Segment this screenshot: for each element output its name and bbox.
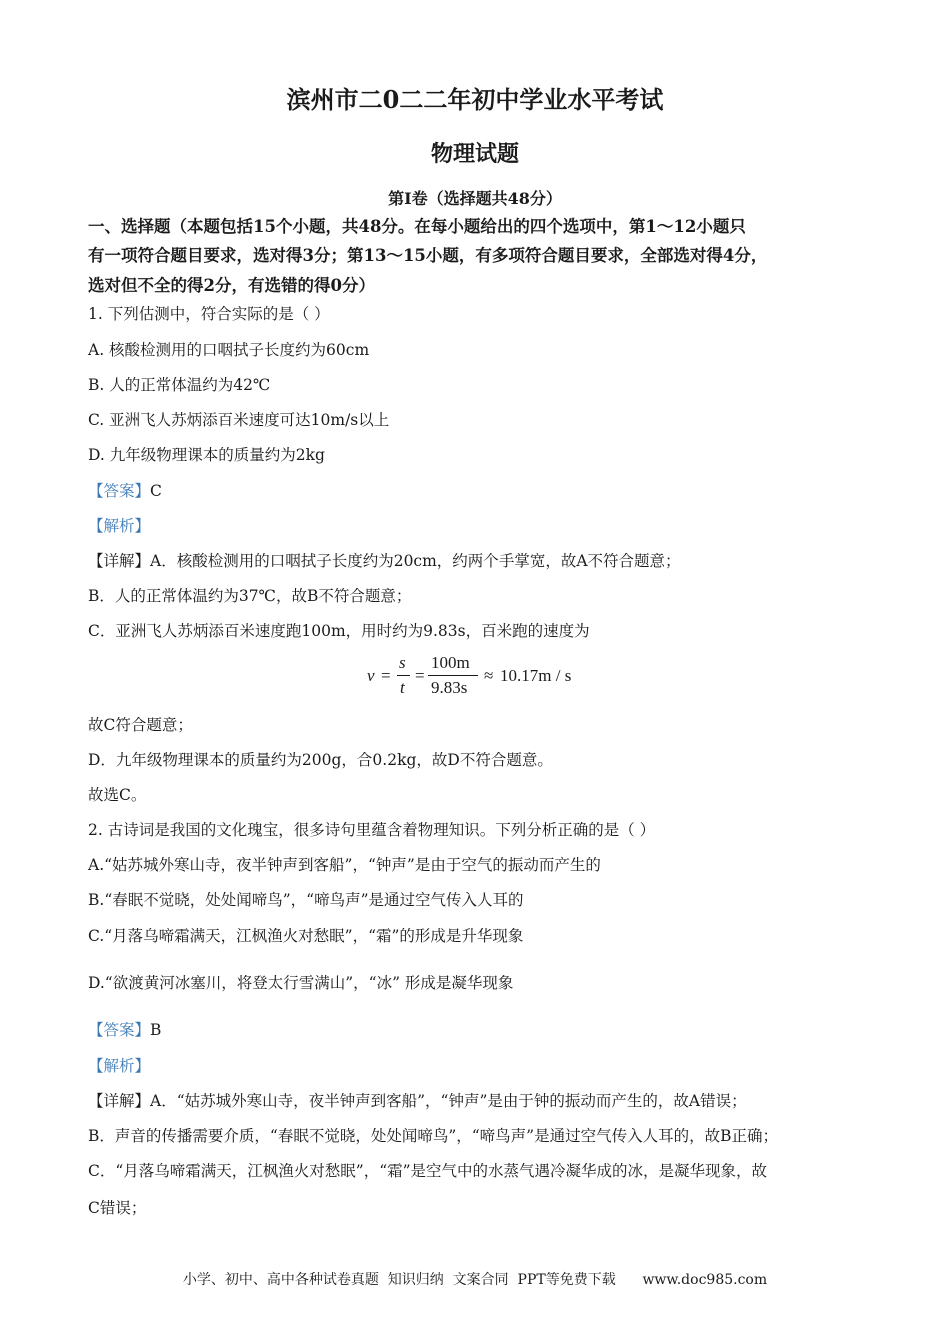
fraction-bar-values xyxy=(428,675,478,676)
q1-conclusion: 故选C。 xyxy=(88,786,147,804)
q1-detail-b: B．人的正常体温约为37℃，故B不符合题意； xyxy=(88,587,412,605)
q1-option-c: C. 亚洲飞人苏炳添百米速度可达10m/s以上 xyxy=(88,411,390,429)
detail-text: A．核酸检测用的口咽拭子长度约为20cm，约两个手掌宽，故A不符合题意； xyxy=(150,552,681,570)
formula-result: 10.17m / s xyxy=(500,666,572,685)
answer-value: C xyxy=(150,482,162,500)
formula-t: t xyxy=(400,678,405,697)
q2-option-a: A.“姑苏城外寒山寺，夜半钟声到客船”，“钟声”是由于空气的振动而产生的 xyxy=(88,856,601,874)
speed-formula xyxy=(365,650,595,704)
q2-option-b: B.“春眠不觉晓，处处闻啼鸟”，“啼鸟声”是通过空气传入人耳的 xyxy=(88,891,524,909)
q2-detail-c-line-2: C错误； xyxy=(88,1199,147,1217)
q1-detail-a xyxy=(88,551,681,571)
q2-detail-b: B．声音的传播需要介质，“春眠不觉晓，处处闻啼鸟”，“啼鸟声”是通过空气传入人耳的，故B正确； xyxy=(88,1127,778,1145)
detail-text: A．“姑苏城外寒山寺，夜半钟声到客船”，“钟声”是由于钟的振动而产生的，故A错误； xyxy=(150,1092,747,1110)
formula-approx: ≈ xyxy=(484,666,494,685)
answer-value: B xyxy=(150,1021,162,1039)
q2-option-c: C.“月落乌啼霜满天，江枫渔火对愁眠”，“霜”的形成是升华现象 xyxy=(88,927,524,945)
q1-option-b: B. 人的正常体温约为42℃ xyxy=(88,376,271,394)
answer-tag: 【答案】 xyxy=(88,1021,151,1039)
q1-detail-d: D．九年级物理课本的质量约为200g，合0.2kg，故D不符合题意。 xyxy=(88,751,553,769)
q2-option-d: D.“欲渡黄河冰塞川，将登太行雪满山”，“冰” 形成是凝华现象 xyxy=(88,974,514,992)
section-instructions-line-2: 有一项符合题目要求，选对得3分；第13～15小题，有多项符合题目要求，全部选对得4分， xyxy=(88,246,768,265)
q2-stem: 2. 古诗词是我国的文化瑰宝，很多诗句里蕴含着物理知识。下列分析正确的是（ ） xyxy=(88,821,656,839)
q2-detail-a xyxy=(88,1091,747,1111)
q1-answer xyxy=(88,481,162,501)
page-footer: 小学、初中、高中各种试卷真题 知识归纳 文案合同 PPT等免费下载 www.doc985.com xyxy=(182,1272,768,1288)
fraction-bar-st xyxy=(397,675,410,676)
q2-answer xyxy=(88,1020,161,1040)
q2-detail-c-line-1: C．“月落乌啼霜满天，江枫渔火对愁眠”，“霜”是空气中的水蒸气遇冷凝华成的冰，是凝华现象，故 xyxy=(88,1162,768,1180)
formula-s: s xyxy=(399,653,406,672)
detail-tag: 【详解】 xyxy=(88,552,151,570)
formula-denominator: 9.83s xyxy=(431,678,468,697)
q1-option-d: D. 九年级物理课本的质量约为2kg xyxy=(88,446,325,464)
part-title: 第Ⅰ卷（选择题共48分） xyxy=(388,189,562,208)
q1-detail-c: C．亚洲飞人苏炳添百米速度跑100m，用时约为9.83s，百米跑的速度为 xyxy=(88,622,590,640)
answer-tag: 【答案】 xyxy=(88,482,151,500)
exam-title: 滨州市二0二二年初中学业水平考试 xyxy=(286,85,664,114)
formula-v: v xyxy=(367,666,375,685)
q1-stem: 1. 下列估测中，符合实际的是（ ） xyxy=(88,305,330,323)
formula-equals-2: = xyxy=(415,666,425,685)
formula-equals-1: = xyxy=(381,666,391,685)
subject-title: 物理试题 xyxy=(430,141,519,167)
section-instructions-line-3: 选对但不全的得2分，有选错的得0分） xyxy=(88,276,375,295)
detail-tag: 【详解】 xyxy=(88,1092,151,1110)
q2-analysis-tag: 【解析】 xyxy=(88,1057,151,1075)
q1-option-a: A. 核酸检测用的口咽拭子长度约为60cm xyxy=(88,341,370,359)
section-instructions-line-1: 一、选择题（本题包括15个小题，共48分。在每小题给出的四个选项中，第1～12小题只 xyxy=(88,217,746,236)
formula-numerator: 100m xyxy=(431,653,470,672)
q1-analysis-tag: 【解析】 xyxy=(88,517,151,535)
q1-after-formula: 故C符合题意； xyxy=(88,716,193,734)
